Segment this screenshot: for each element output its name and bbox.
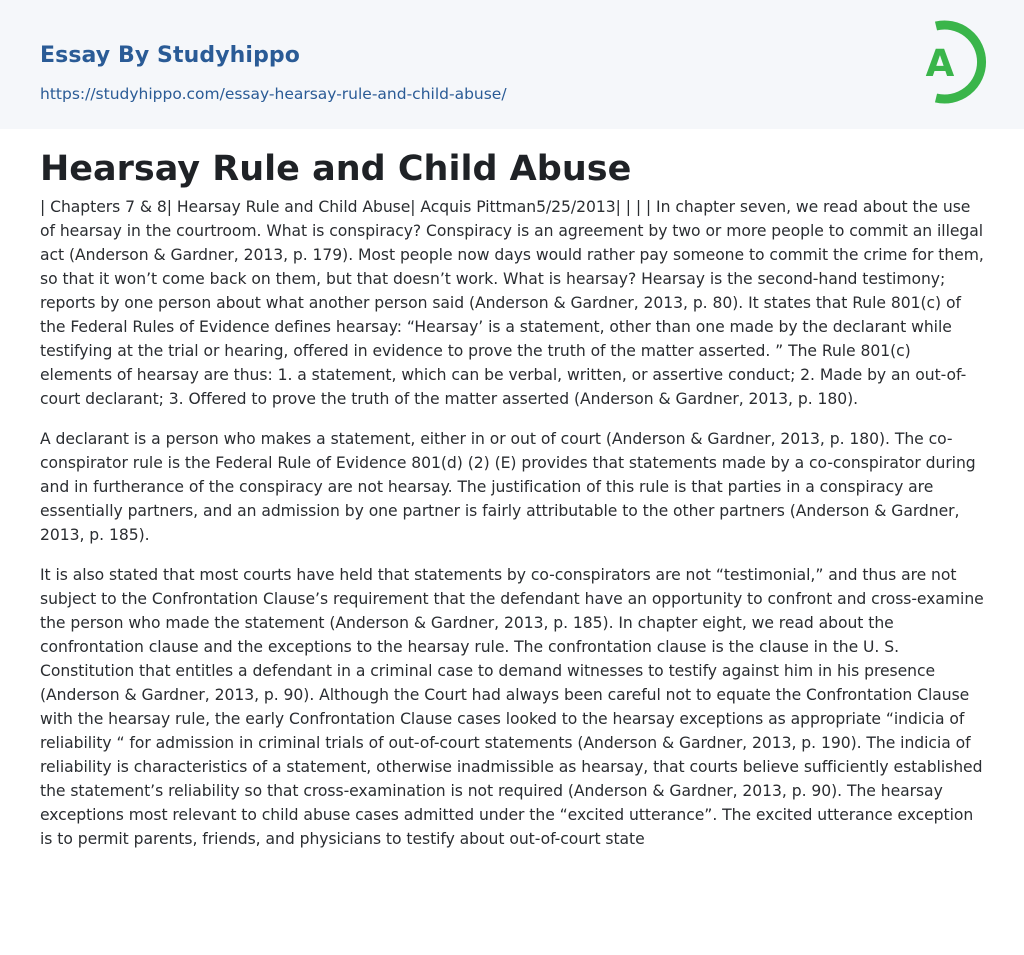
article-paragraph-1: | Chapters 7 & 8| Hearsay Rule and Child Abuse| Acquis Pittman5/25/2013| | | | In chapter seven, we read about the use of hearsay in the courtroom. What is conspiracy? Conspiracy is an agreement by two or more people to commit an illegal act (Anderson & Gardner, 2013, p. 179). Most people now days would rather pay someone to commit the crime for them, so that it won’t come back on them, but that doesn’t work. What is hearsay? Hearsay is the second-hand testimony; reports by one person about what another person said (Anderson & Gardner, 2013, p. 80). It states that Rule 801(c) of the Federal Rules of Evidence defines hearsay: “Hearsay’ is a statement, other than one made by the declarant while testifying at the trial or hearing, offered in evidence to prove the truth of the matter asserted. ” The Rule 801(c) elements of hearsay are thus: 1. a statement, which can be verbal, written, or assertive conduct; 2. Made by an out-of-court declarant; 3. Offered to prove the truth of the matter asserted (Anderson & Gardner, 2013, p. 180). <box>40 198 984 408</box>
studyhippo-logo-icon[interactable] <box>910 18 988 106</box>
logo-letter: A <box>925 42 955 85</box>
article-paragraph-3: It is also stated that most courts have held that statements by co-conspirators are not “testimonial,” and thus are not subject to the Confrontation Clause’s requirement that the defendant have an opportunity to confront and cross-examine the person who made the statement (Anderson & Gardner, 2013, p. 185). In chapter eight, we read about the confrontation clause and the exceptions to the hearsay rule. The confrontation clause is the clause in the U. S. Constitution that entitles a defendant in a criminal case to demand witnesses to testify against him in his presence (Anderson & Gardner, 2013, p. 90). Although the Court had always been careful not to equate the Confrontation Clause with the hearsay rule, the early Confrontation Clause cases looked to the hearsay exceptions as appropriate “indicia of reliability “ for admission in criminal trials of out-of-court statements (Anderson & Gardner, 2013, p. 190). The indicia of reliability is characteristics of a statement, otherwise inadmissible as hearsay, that courts believe sufficiently established the statement’s reliability so that cross-examination is not required (Anderson & Gardner, 2013, p. 90). The hearsay exceptions most relevant to child abuse cases admitted under the “excited utterance”. The excited utterance exception is to permit parents, friends, and physicians to testify about out-of-court state <box>40 566 984 848</box>
site-header <box>0 0 1024 129</box>
article <box>0 149 1024 851</box>
page-url-link[interactable]: https://studyhippo.com/essay-hearsay-rule-and-child-abuse/ <box>40 85 507 103</box>
article-paragraph-2: A declarant is a person who makes a statement, either in or out of court (Anderson & Gardner, 2013, p. 180). The co-conspirator rule is the Federal Rule of Evidence 801(d) (2) (E) provides that statements made by a co-conspirator during and in furtherance of the conspiracy are not hearsay. The justification of this rule is that parties in a conspiracy are essentially partners, and an admission by one partner is fairly attributable to the other partners (Anderson & Gardner, 2013, p. 185). <box>40 430 976 544</box>
page-title: Hearsay Rule and Child Abuse <box>40 149 632 189</box>
site-name[interactable]: Essay By Studyhippo <box>40 43 300 68</box>
